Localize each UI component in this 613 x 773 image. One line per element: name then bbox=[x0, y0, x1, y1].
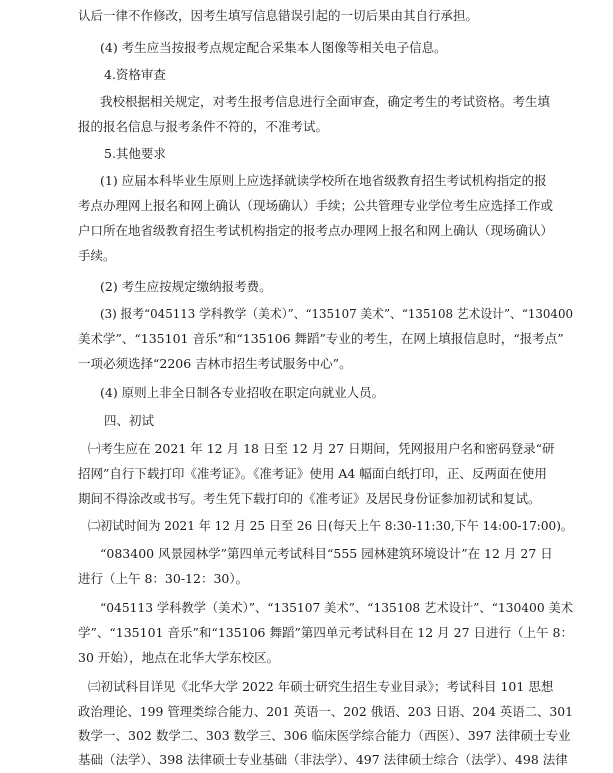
text-line: 招网”自行下载打印《准考证》。《准考证》使用 A4 幅面白纸打印，正、反两面在使用 bbox=[78, 466, 547, 481]
text-line: 数学一、302 数学二、303 数学三、306 临床医学综合能力（西医）、397 法律硕士专业 bbox=[78, 728, 571, 743]
text-line: “045113 学科教学（美术）”、“135107 美术”、“135108 艺术设计”、“130400 美术 bbox=[100, 600, 573, 615]
text-line: “083400 风景园林学”第四单元考试科目“555 园林建筑环境设计”在 12 月 27 日 bbox=[100, 546, 553, 561]
text-line: (1) 应届本科毕业生原则上应选择就读学校所在地省级教育招生考试机构指定的报 bbox=[100, 173, 547, 188]
text-line: (4) 考生应当按报考点规定配合采集本人图像等相关电子信息。 bbox=[100, 40, 447, 55]
text-line: ㈢初试科目详见《北华大学 2022 年硕士研究生招生专业目录》；考试科目 101 思想 bbox=[88, 679, 554, 694]
text-line: 手续。 bbox=[78, 248, 116, 263]
text-line: (4) 原则上非全日制各专业招收在职定向就业人员。 bbox=[100, 385, 385, 400]
text-line: ㈠考生应在 2021 年 12 月 18 日至 12 月 27 日期间，凭网报用户名和密码登录“研 bbox=[88, 441, 555, 456]
text-line: 认后一律不作修改，因考生填写信息错误引起的一切后果由其自行承担。 bbox=[78, 8, 479, 23]
text-line: 学”、“135101 音乐”和“135106 舞蹈”第四单元考试科目在 12 月 27 日进行（上午 8： bbox=[78, 625, 573, 640]
text-line: 进行（上午 8：30-12：30）。 bbox=[78, 571, 249, 586]
text-line: 我校根据相关规定，对考生报考信息进行全面审查，确定考生的考试资格。考生填 bbox=[100, 94, 551, 109]
section-heading: 4.资格审查 bbox=[104, 67, 166, 82]
section-heading: 四、初试 bbox=[104, 413, 155, 428]
text-line: 美术学”、“135101 音乐”和“135106 舞蹈”专业的考生，在网上填报信息时，“报考点” bbox=[78, 331, 564, 346]
text-line: 一项必须选择“2206 吉林市招生考试服务中心”。 bbox=[78, 356, 352, 371]
text-line: 30 开始），地点在北华大学东校区。 bbox=[78, 650, 280, 665]
text-line: 考点办理网上报名和网上确认（现场确认）手续；公共管理专业学位考生应选择工作或 bbox=[78, 198, 554, 213]
text-line: 户口所在地省级教育招生考试机构指定的报考点办理网上报名和网上确认（现场确认） bbox=[78, 223, 554, 238]
text-line: 基础（法学）、398 法律硕士专业基础（非法学）、497 法律硕士综合（法学）、498 法律 bbox=[78, 752, 568, 767]
text-line: ㈡初试时间为 2021 年 12 月 25 日至 26 日(每天上午 8:30-11:30,下午 14:00-17:00)。 bbox=[88, 518, 573, 533]
section-heading: 5.其他要求 bbox=[104, 146, 166, 161]
text-line: (3) 报考“045113 学科教学（美术）”、“135107 美术”、“135108 艺术设计”、“130400 bbox=[100, 306, 573, 321]
text-line: 期间不得涂改或书写。考生凭下载打印的《准考证》及居民身份证参加初试和复试。 bbox=[78, 491, 541, 506]
text-line: 报的报名信息与报考条件不符的，不准考试。 bbox=[78, 119, 329, 134]
text-line: 政治理论、199 管理类综合能力、201 英语一、202 俄语、203 日语、204 英语二、301 bbox=[78, 704, 573, 719]
text-line: (2) 考生应按规定缴纳报考费。 bbox=[100, 279, 272, 294]
